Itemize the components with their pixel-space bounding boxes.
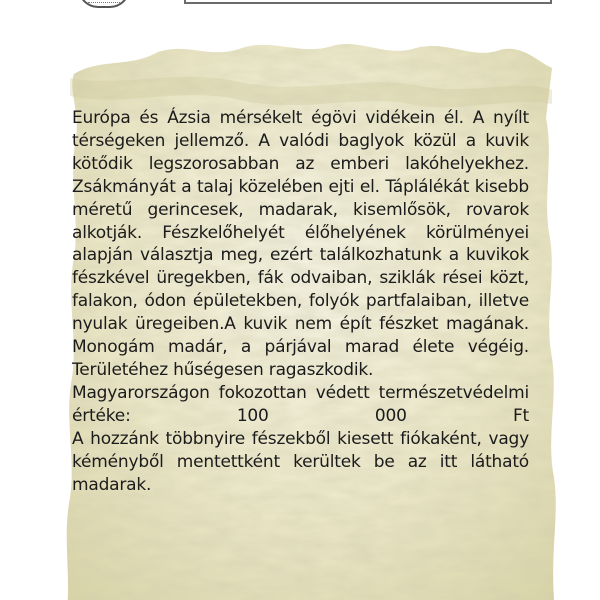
description-paragraph: Európa és Ázsia mérsékelt égövi vidékein él. A nyílt térségeken jellemző. A valódi baglyok közül a kuvik kötődik legszorosabban az emberi lakóhelyekhez. Zsákmányát a talaj közelében ejti el. Táplálékát kisebb méretű gerincesek, madarak, kisemlősök, rovarok alkotják. Fészkelőhelyét élőhelyének körülményei alapján választja meg, ezért találkozhatunk a kuvikok fészkével üregekben, fák odvaiban, sziklák rései közt, falakon, ódon épületekben, folyók partfalaiban, illetve nyulak üregeiben.A kuvik nem épít fészket magának. Monogám madár, a párjával marad élete végéig. Területéhez hűségesen ragaszkodik. [72,108,529,380]
description-text-block [72,107,529,496]
origin-paragraph: A hozzánk többnyire fészekből kiesett fiókaként, vagy kéményből mentettként kerültek be az itt látható madarak. [72,428,529,495]
top-frame-border [184,0,552,4]
logo-seal-fragment [78,0,130,8]
protection-value-paragraph: Magyarországon fokozottan védett természetvédelmi értéke: 100 000 Ft [72,382,529,426]
